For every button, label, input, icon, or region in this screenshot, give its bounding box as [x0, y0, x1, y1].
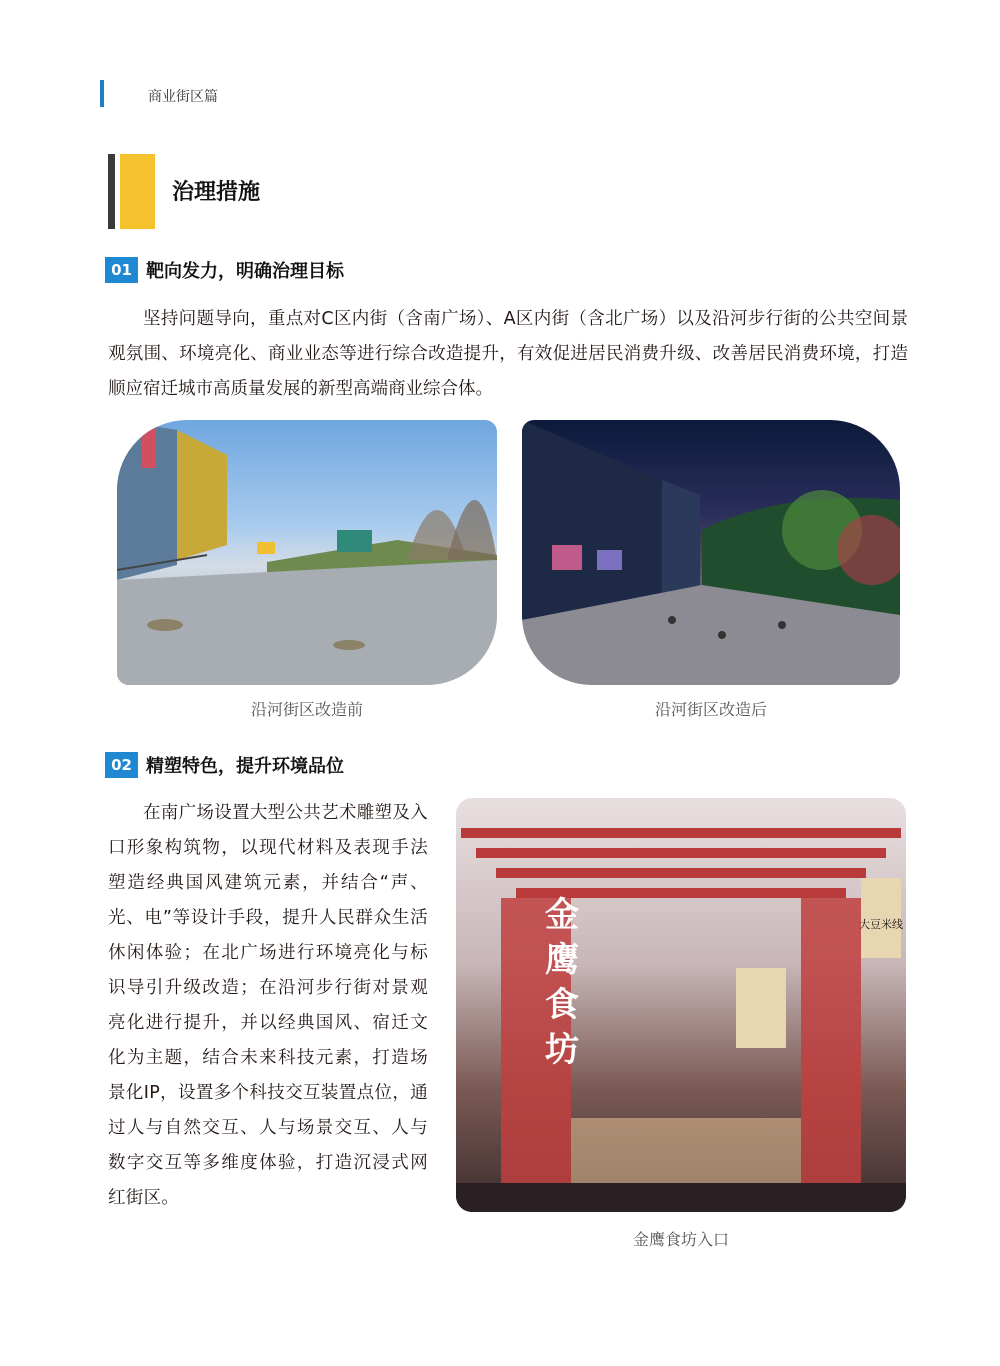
photo-after-renovation: [522, 420, 900, 685]
subsection-heading-02: [105, 750, 344, 780]
header-accent-bar: [100, 80, 104, 107]
subsection-number: 01: [105, 257, 138, 283]
caption-entrance: 金鹰食坊入口: [632, 1230, 729, 1249]
caption-before: 沿河街区改造前: [250, 700, 363, 719]
section-title: 治理措施: [172, 180, 261, 205]
photo-before-renovation: [117, 420, 497, 685]
subsection-heading-01: [105, 255, 344, 285]
subsection-title: 精塑特色，提升环境品位: [146, 756, 344, 777]
subsection-number: 02: [105, 752, 138, 778]
paragraph-2: 在南广场设置大型公共艺术雕塑及入口形象构筑物，以现代材料及表现手法塑造经典国风建筑元素，并结合“声、光、电”等设计手段，提升人民群众生活休闲体验；在北广场进行环境亮化与标识导引升级改造；在沿河步行街对景观亮化进行提升，并以经典国风、宿迁文化为主题，结合未来科技元素，打造场景化IP，设置多个科技交互装置点位，通过人与自然交互、人与场景交互、人与数字交互等多维度体验，打造沉浸式网红街区。: [108, 803, 428, 1208]
photo-entrance: [456, 798, 906, 1212]
entrance-sign: 金鹰食坊: [545, 895, 579, 1070]
shop-sign: 大豆米线: [859, 918, 903, 931]
subsection-title: 靶向发力，明确治理目标: [146, 261, 344, 282]
paragraph-1: 坚持问题导向，重点对C区内街（含南广场）、A区内街（含北广场）以及沿河步行街的公共空间景观氛围、环境亮化、商业业态等进行综合改造提升，有效促进居民消费升级、改善居民消费环境，打造顺应宿迁城市高质量发展的新型高端商业综合体。: [108, 309, 908, 399]
caption-after: 沿河街区改造后: [654, 700, 767, 719]
running-header: 商业街区篇: [148, 89, 218, 105]
